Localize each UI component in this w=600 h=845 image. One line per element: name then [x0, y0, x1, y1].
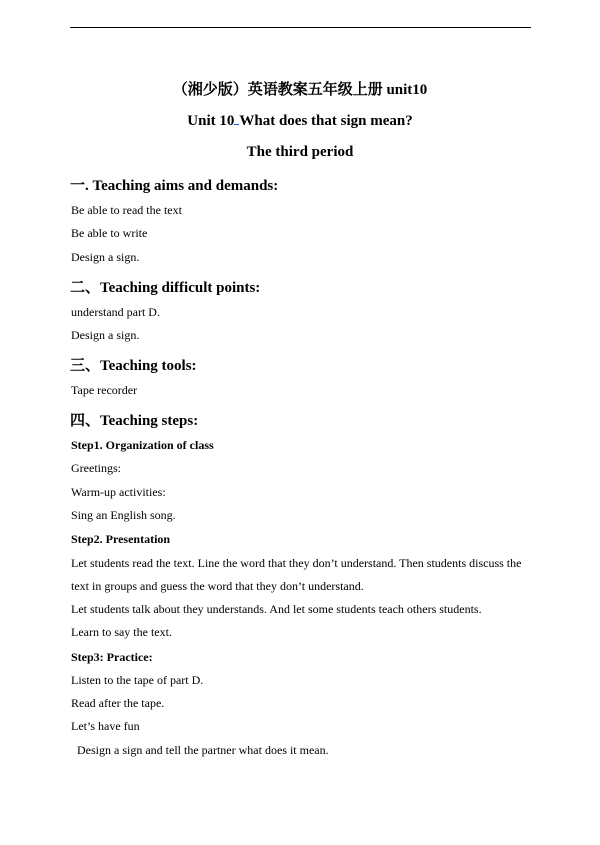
aims-line: Design a sign. [71, 250, 140, 264]
step1-line: Greetings: [71, 461, 121, 475]
difficult-line: Design a sign. [71, 328, 140, 342]
step1-title: Step1. Organization of class [71, 438, 214, 452]
difficult-line: understand part D. [71, 305, 160, 319]
step3-line: Read after the tape. [71, 696, 165, 710]
tools-line: Tape recorder [71, 383, 138, 397]
step2-line: text in groups and guess the word that they don’t understand. [71, 579, 364, 593]
step1-line: Warm-up activities: [71, 485, 166, 499]
step3-line: Let’s have fun [71, 719, 140, 733]
step3-line: Listen to the tape of part D. [71, 673, 204, 687]
header-rule [70, 27, 531, 28]
section-heading-tools: 三、Teaching tools: [70, 358, 197, 374]
step2-title: Step2. Presentation [71, 532, 171, 546]
step2-line: Learn to say the text. [71, 625, 172, 639]
step3-title: Step3: Practice: [71, 650, 153, 664]
step1-line: Sing an English song. [71, 508, 176, 522]
section-heading-difficult: 二、Teaching difficult points: [70, 280, 261, 296]
section-heading-steps: 四、Teaching steps: [70, 413, 199, 429]
aims-line: Be able to read the text [71, 203, 182, 217]
aims-line: Be able to write [71, 226, 148, 240]
period-title: The third period [246, 144, 354, 160]
step2-line: Let students talk about they understands. And let some students teach others students. [71, 602, 482, 616]
unit-title [0, 112, 600, 130]
section-heading-aims: 一. Teaching aims and demands: [70, 178, 279, 194]
document-title: （湘少版）英语教案五年级上册 unit10 [172, 82, 428, 98]
step3-line: Design a sign and tell the partner what does it mean. [77, 743, 329, 757]
unit-title-prefix: Unit 10 [187, 113, 235, 129]
unit-title-rest: What does that sign mean? [239, 113, 413, 129]
step2-line: Let students read the text. Line the word that they don’t understand. Then students discuss the [71, 556, 522, 570]
